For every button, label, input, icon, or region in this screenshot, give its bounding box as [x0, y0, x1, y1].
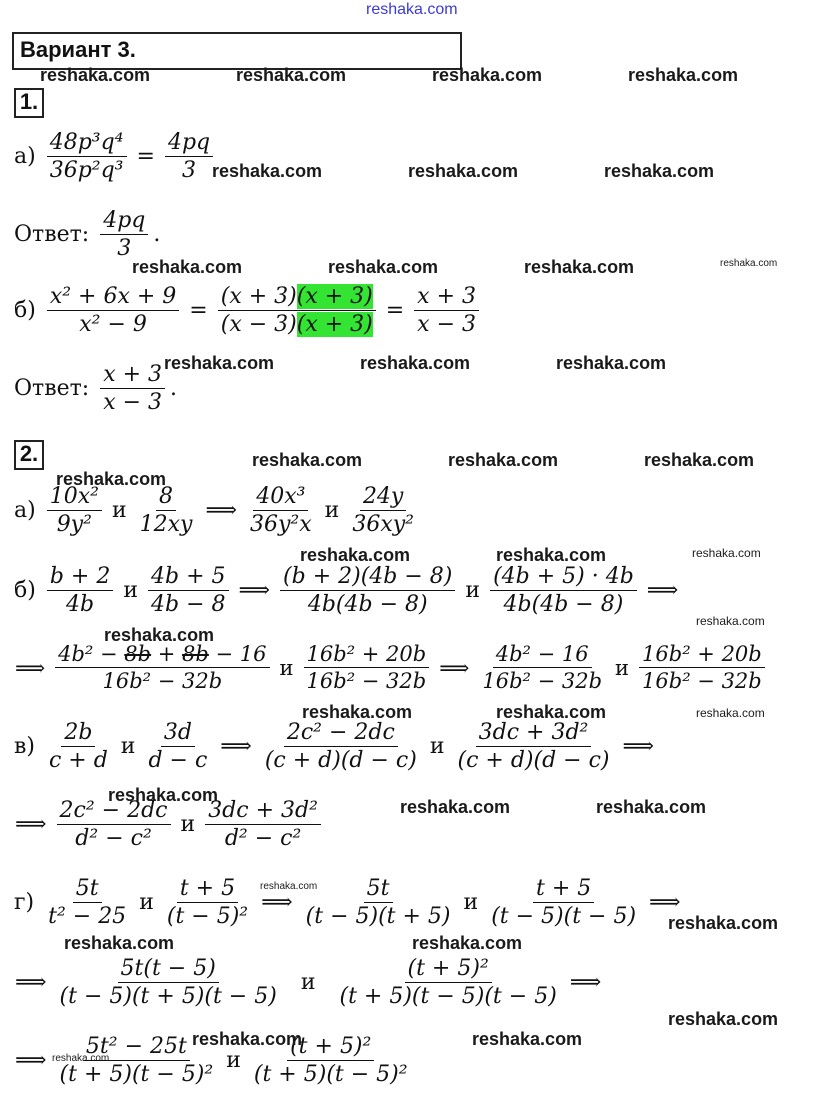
frac-denominator: 4b(4b − 8) [307, 592, 428, 617]
implies-arrow: ⟹ [15, 970, 47, 995]
watermark-text: reshaka.com [448, 450, 559, 470]
frac-denominator: (t − 5)² [166, 904, 249, 929]
frac-numerator: (t + 5)² [405, 956, 492, 983]
task-2b-line-2 [10, 642, 770, 693]
watermark-text: reshaka.com [360, 353, 471, 373]
frac-numerator: 5t [364, 876, 393, 903]
watermark-text: reshaka.com [496, 702, 607, 722]
frac-numerator: (t + 5)² [287, 1034, 374, 1061]
watermark-text-small: reshaka.com [260, 881, 318, 892]
frac-denominator: (t − 5)(t + 5)(t − 5) [59, 984, 277, 1009]
frac-numerator: 2c² − 2dc [57, 798, 171, 825]
watermark-text: reshaka.com [604, 161, 715, 181]
frac-denominator: 3 [117, 236, 132, 261]
implies-arrow: ⟹ [15, 812, 47, 837]
frac-numerator: 10x² [47, 484, 102, 511]
task-2c-label: в) [14, 734, 35, 759]
and-word: и [226, 1048, 241, 1073]
watermark-text: reshaka.com [192, 1029, 303, 1049]
highlighted-factor: (x + 3) [296, 312, 373, 337]
frac-denominator: (t − 5)(t − 5) [491, 904, 637, 929]
period: . [170, 376, 178, 401]
frac-numerator: 4pq [165, 130, 213, 157]
task-1b-answer [14, 362, 177, 415]
watermark-text-small: reshaka.com [692, 546, 761, 560]
watermark-text: reshaka.com [668, 1009, 779, 1029]
frac-numerator: 5t² − 25t [83, 1034, 190, 1061]
watermark-text: reshaka.com [400, 797, 511, 817]
task-2d-label: г) [14, 890, 35, 915]
implies-arrow: ⟹ [15, 1048, 47, 1073]
and-word: и [279, 655, 294, 680]
and-word: и [324, 498, 340, 523]
implies-arrow: ⟹ [205, 498, 237, 523]
watermark-text: reshaka.com [236, 65, 347, 85]
frac-denominator: 16b² − 32b [102, 669, 223, 693]
cancelled-term: 8b [182, 642, 209, 666]
frac-denominator: 4b(4b − 8) [503, 592, 624, 617]
frac-denominator: 16b² − 32b [642, 669, 762, 693]
frac-numerator: 5t(t − 5) [118, 956, 219, 983]
top-watermark: reshaka.com [366, 1, 458, 18]
task-1b-equation [14, 284, 484, 337]
implies-arrow: ⟹ [261, 890, 293, 915]
frac-denominator: 3 [182, 158, 197, 183]
implies-arrow: ⟹ [569, 970, 602, 995]
frac-denominator: c + d [48, 748, 108, 773]
watermark-text-small: reshaka.com [720, 258, 778, 269]
implies-arrow: ⟹ [649, 890, 681, 915]
frac-numerator: 16b² + 20b [304, 642, 430, 668]
and-word: и [615, 655, 630, 680]
task-2d-line-2 [10, 956, 606, 1009]
and-word: и [429, 734, 445, 759]
cancelled-term: 8b [124, 642, 152, 666]
watermark-text: reshaka.com [252, 450, 363, 470]
watermark-text: reshaka.com [212, 161, 323, 181]
watermark-text: reshaka.com [56, 469, 167, 489]
watermark-text: reshaka.com [132, 257, 243, 277]
task-1b-label: б) [14, 298, 36, 323]
frac-numerator: 3d [161, 720, 195, 747]
and-word: и [465, 578, 481, 603]
frac-denominator: d² − c² [75, 826, 152, 851]
frac-denominator: 16b² − 32b [482, 669, 603, 693]
watermark-text: reshaka.com [644, 450, 755, 470]
factor: (x − 3) [220, 312, 297, 337]
watermark-text-small: reshaka.com [696, 614, 765, 628]
frac-denominator: (c + d)(d − c) [457, 748, 610, 773]
period: . [153, 222, 161, 247]
frac-numerator: 3dc + 3d² [205, 798, 321, 825]
watermark-text-small: reshaka.com [696, 706, 765, 720]
task-2a-label: а) [14, 498, 36, 523]
watermark-text: reshaka.com [302, 702, 413, 722]
implies-arrow: ⟹ [439, 655, 470, 680]
frac-denominator: 16b² − 32b [306, 669, 427, 693]
equals-sign: = [189, 298, 208, 323]
task-2d-line-1 [14, 876, 686, 929]
watermark-text: reshaka.com [64, 933, 175, 953]
frac-numerator: 4pq [100, 208, 148, 235]
task-2b-line-1 [14, 564, 683, 617]
watermark-text: reshaka.com [596, 797, 707, 817]
task-2-number: 2. [14, 440, 44, 470]
task-1a-label: а) [14, 144, 36, 169]
watermark-text: reshaka.com [328, 257, 439, 277]
frac-denominator: 4b − 8 [151, 592, 226, 617]
frac-numerator: x + 3 [100, 362, 165, 389]
watermark-text: reshaka.com [496, 545, 607, 565]
highlighted-factor: (x + 3) [296, 284, 373, 309]
implies-arrow: ⟹ [220, 734, 252, 759]
frac-numerator: t + 5 [533, 876, 594, 903]
watermark-text: reshaka.com [472, 1029, 583, 1049]
frac-denominator: (c + d)(d − c) [264, 748, 417, 773]
watermark-text: reshaka.com [108, 785, 219, 805]
frac-numerator: t + 5 [177, 876, 238, 903]
task-1-number: 1. [14, 88, 44, 118]
frac-denominator: x² − 9 [79, 312, 147, 337]
watermark-text: reshaka.com [412, 933, 523, 953]
implies-arrow: ⟹ [238, 578, 271, 603]
frac-numerator: 4b² − 16 [493, 642, 592, 668]
frac-numerator: x + 3 [414, 284, 479, 311]
answer-label: Ответ: [14, 222, 90, 247]
and-word: и [300, 970, 316, 995]
task-2c-line-1 [14, 720, 659, 773]
frac-numerator: (4b + 5) · 4b [490, 564, 637, 591]
frac-numerator: 2b [61, 720, 95, 747]
watermark-text: reshaka.com [40, 65, 151, 85]
and-word: и [123, 578, 138, 603]
frac-denominator: (t + 5)(t − 5)² [253, 1062, 408, 1087]
and-word: и [180, 812, 196, 837]
and-word: и [139, 890, 154, 915]
frac-denominator: 36xy² [352, 512, 414, 537]
frac-numerator: x² + 6x + 9 [47, 284, 179, 311]
variant-title: Вариант 3. [20, 37, 136, 62]
implies-arrow: ⟹ [646, 578, 679, 603]
frac-numerator: b + 2 [47, 564, 114, 591]
and-word: и [463, 890, 479, 915]
equals-sign: = [385, 298, 405, 323]
and-word: и [111, 498, 127, 523]
frac-numerator: 40x³ [253, 484, 308, 511]
frac-denominator: d − c [148, 748, 208, 773]
watermark-text: reshaka.com [432, 65, 543, 85]
frac-denominator: 36p²q³ [49, 158, 124, 183]
frac-numerator: 24y [360, 484, 406, 511]
watermark-text: reshaka.com [408, 161, 519, 181]
watermark-text: reshaka.com [104, 625, 215, 645]
frac-numerator: 4b + 5 [148, 564, 229, 591]
frac-numerator: (b + 2)(4b − 8) [280, 564, 455, 591]
watermark-text: reshaka.com [524, 257, 635, 277]
frac-numerator: 5t [73, 876, 102, 903]
frac-denominator: 4b [66, 592, 95, 617]
frac-numerator: 48p³q⁴ [47, 130, 127, 157]
implies-arrow: ⟹ [622, 734, 655, 759]
frac-numerator: 8 [156, 484, 176, 511]
watermark-text: reshaka.com [628, 65, 739, 85]
term: − 16 [208, 642, 267, 666]
frac-denominator: 9y² [56, 512, 92, 537]
and-word: и [120, 734, 136, 759]
frac-denominator: (t − 5)(t + 5) [305, 904, 451, 929]
watermark-text-small: reshaka.com [52, 1053, 110, 1064]
task-1a-answer [14, 208, 160, 261]
watermark-text: reshaka.com [164, 353, 275, 373]
frac-denominator: x − 3 [417, 312, 476, 337]
equals-sign: = [136, 144, 155, 169]
watermark-text: reshaka.com [556, 353, 667, 373]
frac-denominator: x − 3 [103, 390, 163, 415]
task-2a-line [14, 484, 422, 537]
watermark-text: reshaka.com [668, 913, 779, 933]
frac-denominator: 36y²x [250, 512, 312, 537]
frac-denominator: 12xy [139, 512, 193, 537]
frac-numerator: 2c² − 2dc [284, 720, 398, 747]
frac-denominator: t² − 25 [48, 904, 127, 929]
frac-denominator: (t + 5)(t − 5)² [59, 1062, 214, 1087]
factor: (x + 3) [220, 284, 297, 309]
task-1a-equation [14, 130, 218, 183]
frac-denominator: (t + 5)(t − 5)(t − 5) [339, 984, 557, 1009]
watermark-text: reshaka.com [300, 545, 411, 565]
implies-arrow: ⟹ [15, 655, 46, 680]
frac-denominator: d² − c² [224, 826, 302, 851]
task-2b-label: б) [14, 578, 36, 603]
term: 4b² − [58, 642, 125, 666]
term: + [151, 642, 183, 666]
frac-numerator: 16b² + 20b [639, 642, 765, 668]
frac-numerator: 3dc + 3d² [476, 720, 592, 747]
answer-label: Ответ: [14, 376, 90, 401]
